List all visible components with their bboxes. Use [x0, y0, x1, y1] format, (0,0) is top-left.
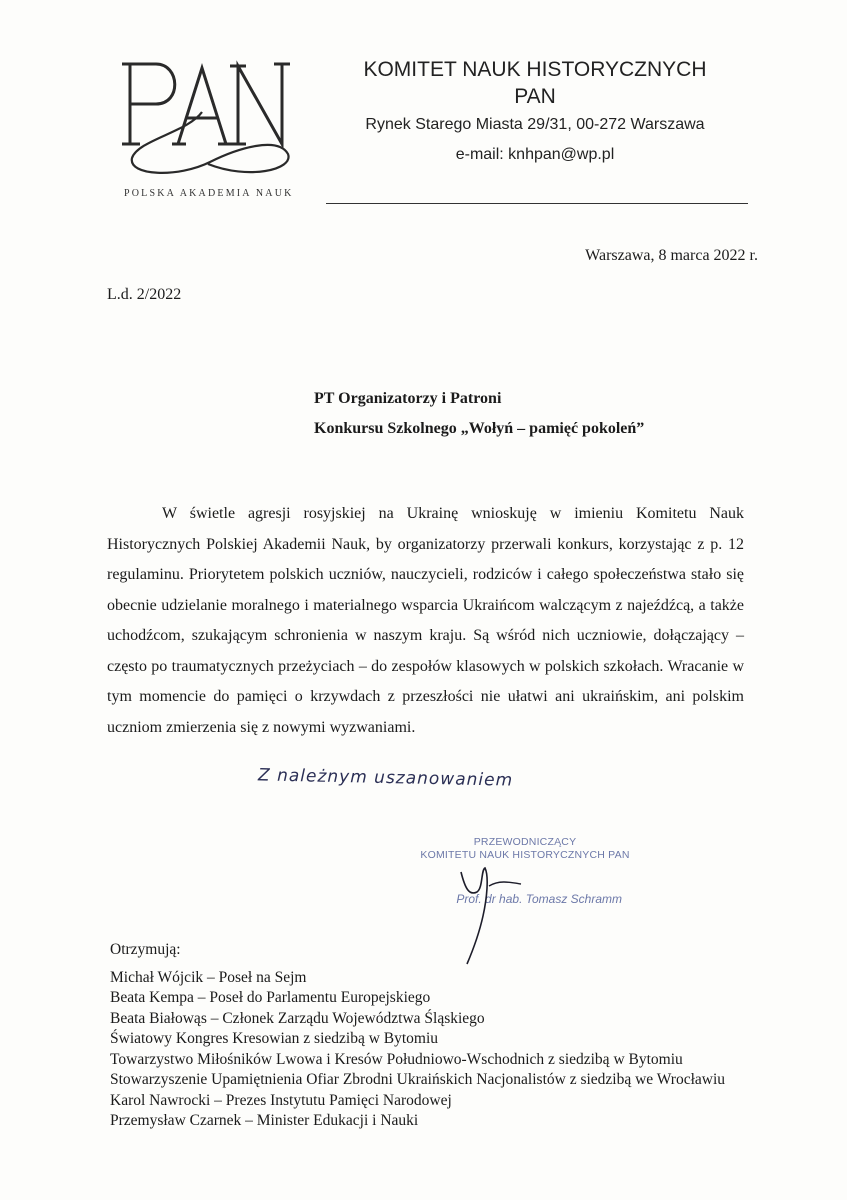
recipients-heading: Otrzymują: [110, 941, 181, 958]
organization-name-line2: PAN [514, 85, 556, 108]
pan-logo [118, 52, 298, 202]
recipients-list [110, 940, 770, 1132]
logo-caption: POLSKA AKADEMIA NAUK [124, 188, 294, 199]
addressee-line1: PT Organizatorzy i Patroni [314, 390, 502, 407]
addressee [314, 384, 644, 444]
stamp-name: Prof. dr hab. Tomasz Schramm [456, 892, 622, 906]
stamp-line1: PRZEWODNICZĄCY [473, 836, 577, 848]
recipients-items [110, 968, 770, 1132]
stamp-line2: KOMITETU NAUK HISTORYCZNYCH PAN [420, 849, 630, 861]
organization-address: Rynek Starego Miasta 29/31, 00-272 Warszawa [365, 116, 705, 133]
recipient-item: Michał Wójcik – Poseł na Sejm [110, 968, 307, 986]
handwritten-closing: Z należnym uszanowaniem [257, 765, 514, 791]
pan-logo-graphic [118, 52, 298, 192]
recipient-item: Beata Kempa – Poseł do Parlamentu Europejskiego [110, 989, 431, 1006]
header-divider [326, 203, 748, 204]
recipient-item: Przemysław Czarnek – Minister Edukacji i Nauki [110, 1112, 419, 1129]
letter-date: Warszawa, 8 marca 2022 r. [585, 247, 758, 264]
recipient-item: Karol Nawrocki – Prezes Instytutu Pamięci Narodowej [110, 1091, 452, 1109]
reference-number: L.d. 2/2022 [107, 286, 182, 303]
addressee-line2: Konkursu Szkolnego „Wołyń – pamięć pokoleń” [314, 420, 645, 437]
recipient-item: Beata Białowąs – Członek Zarządu Województwa Śląskiego [110, 1009, 485, 1027]
organization-email: e-mail: knhpan@wp.pl [455, 146, 615, 163]
recipient-item: Światowy Kongres Kresowian z siedzibą w Bytomiu [110, 1030, 439, 1047]
recipient-item: Stowarzyszenie Upamiętnienia Ofiar Zbrodni Ukraińskich Nacjonalistów z siedzibą we Wrocławiu [110, 1071, 726, 1088]
organization-name [320, 56, 750, 110]
organization-name-line1: KOMITET NAUK HISTORYCZNYCH [363, 58, 707, 81]
letter-body: W świetle agresji rosyjskiej na Ukrainę wnioskuję w imieniu Komitetu Nauk Historycznych Polskiej Akademii Nauk, by organizatorzy przerwali konkurs, korzystając z p. 12 regulaminu. Priorytetem polskich uczniów, nauczycieli, rodziców i całego społeczeństwa stało się obecnie udzielanie moralnego i materialnego wsparcia Ukraińcom walczącym z najeźdźcą, a także uchodźcom, szukającym schronienia w naszym kraju. Są wśród nich uczniowie, dołączający – często po traumatycznych przeżyciach – do zespołów klasowych w polskich szkołach. Wracanie w tym momencie do pamięci o krzywdach z przeszłości nie ułatwi ani ukraińskim, ani polskim uczniom zmierzenia się z nowymi wyzwaniami. [107, 505, 744, 736]
recipient-item: Towarzystwo Miłośników Lwowa i Kresów Południowo-Wschodnich z siedzibą w Bytomiu [110, 1050, 683, 1068]
